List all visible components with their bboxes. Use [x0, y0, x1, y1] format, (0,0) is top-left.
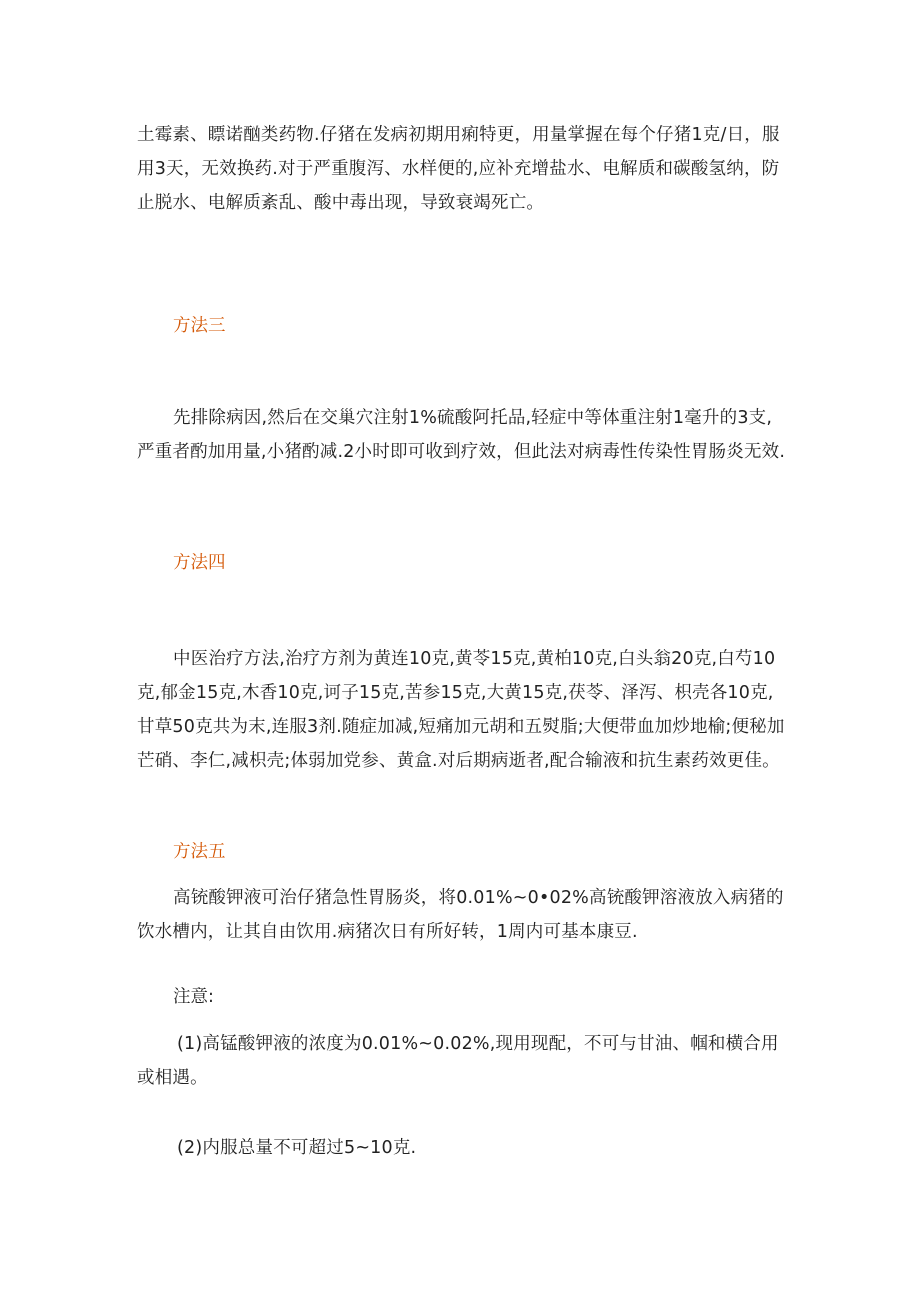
heading-method-3: 方法三 — [173, 316, 226, 336]
paragraph-method-3: 先排除病因,然后在交巢穴注射1%硫酸阿托品,轻症中等体重注射1毫升的3支,严重者酌加用量,小猪酌减.2小时即可收到疗效，但此法对病毒性传染性胃肠炎无效. — [137, 408, 786, 462]
note-item-2: (2)内服总量不可超过5~10克. — [177, 1138, 417, 1158]
heading-method-4: 方法四 — [173, 553, 226, 573]
paragraph-method2-end: 土霉素、瞟诺酗类药物.仔猪在发病初期用痢特更，用量掌握在每个仔猪1克/日，服用3天，无效换药.对于严重腹泻、水样便的,应补充增盐水、电解质和碳酸氢纳，防止脱水、电解质紊乱、酸中毒出现，导致衰竭死亡。 — [137, 125, 780, 213]
note-item-1: (1)高锰酸钾液的浓度为0.01%~0.02%,现用现配，不可与甘油、帼和横合用或相遇。 — [137, 1034, 779, 1088]
note-label: 注意: — [173, 987, 214, 1007]
paragraph-method-5: 高铳酸钾液可治仔猪急性胃肠炎，将0.01%~0•02%高铳酸钾溶液放入病猪的饮水槽内，让其自由饮用.病猪次日有所好转，1周内可基本康豆. — [137, 888, 784, 942]
paragraph-method-4: 中医治疗方法,治疗方剂为黄连10克,黄苓15克,黄柏10克,白头翁20克,白芍10克,郁金15克,木香10克,诃子15克,苦参15克,大黄15克,茯苓、泽泻、枳壳各10克,甘草50克共为末,连服3剂.随症加减,短痛加元胡和五熨脂;大便带血加炒地榆;便秘加芒硝、李仁,减枳壳;体弱加党参、黄盒.对后期病逝者,配合输液和抗生素药效更佳。 — [137, 649, 785, 771]
heading-method-5: 方法五 — [173, 842, 226, 862]
